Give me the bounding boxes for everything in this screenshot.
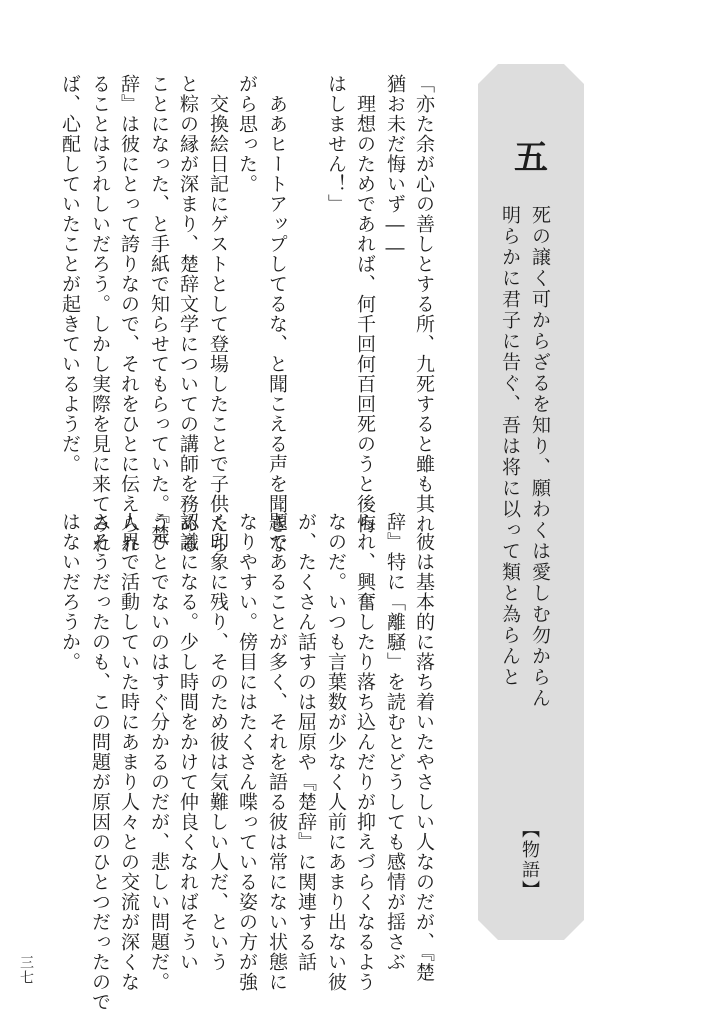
poem-line-2: 明らかに君子に告ぐ、吾は将に以って類と為らんと [499,205,521,688]
right-line-1: 彼は基本的に落ち着いたやさしい人なのだが、『楚 [413,512,435,983]
right-line-6: 題であることが多く、それを語る彼は常にない状態に [266,512,288,992]
left-line-8: と粽の縁が深まり、楚辞文学についての講師を務める [177,74,199,554]
right-line-10: うひとでないのはすぐ分かるのだが、悲しい問題だ。 [148,512,170,992]
right-line-2: 辞』特に「離騒」を読むとどうしても感情が揺さぶ [384,512,406,972]
right-line-11: 人界で活動していた時にあまり人々との交流が深くな [118,512,140,992]
left-line-4: はしません！」 [325,74,347,214]
right-line-3: られ、興奮したり落ち込んだりが抑えづらくなるよう [354,512,376,992]
right-line-12: さそうだったのも、この問題が原因のひとつだったので [89,512,111,1012]
right-line-5: が、たくさん話すのは屈原や『楚辞』に関連する話 [295,512,317,972]
left-line-1: 「亦た余が心の善しとする所、九死すると雖も其れ [413,74,435,534]
left-line-12: ば、心配していたことが起きているようだ。 [59,74,81,474]
poem-line-1: 死の譲く可からざるを知り、願わくは愛しむ勿からん [529,205,551,709]
left-line-2: 猶お未だ悔いず―― [384,74,406,260]
left-line-9: ことになった、と手紙で知らせてもらっていた。『楚 [148,74,170,545]
page-number: 三七 [18,955,34,985]
right-line-9: 認識になる。少し時間をかけて仲良くなればそうい [177,512,199,972]
right-line-4: なのだ。いつも言葉数が少なく人前にあまり出ない彼 [325,512,347,992]
left-line-7: 交換絵日記にゲストとして登場したことで子供たち [207,74,229,554]
category-label: 【物語】 [519,820,540,900]
right-line-13: はないだろうか。 [59,512,81,672]
right-line-7: なりやすい。傍目にはたくさん喋っている姿の方が強 [236,512,258,992]
left-line-6: がら思った。 [236,74,258,194]
left-line-10: 辞』は彼にとって誇りなので、それをひとに伝えられ [118,74,140,554]
left-line-3: 理想のためであれば、何千回何百回死のうと後悔 [354,74,376,534]
left-line-11: ることはうれしいだろう。しかし実際を見に来てみれ [89,74,111,554]
left-line-5: ああヒートアップしてるな、と聞こえる声を聞きな [266,74,288,554]
right-line-8: く印象に残り、そのため彼は気難しい人だ、という [207,512,229,972]
chapter-number: 五 [514,138,548,178]
